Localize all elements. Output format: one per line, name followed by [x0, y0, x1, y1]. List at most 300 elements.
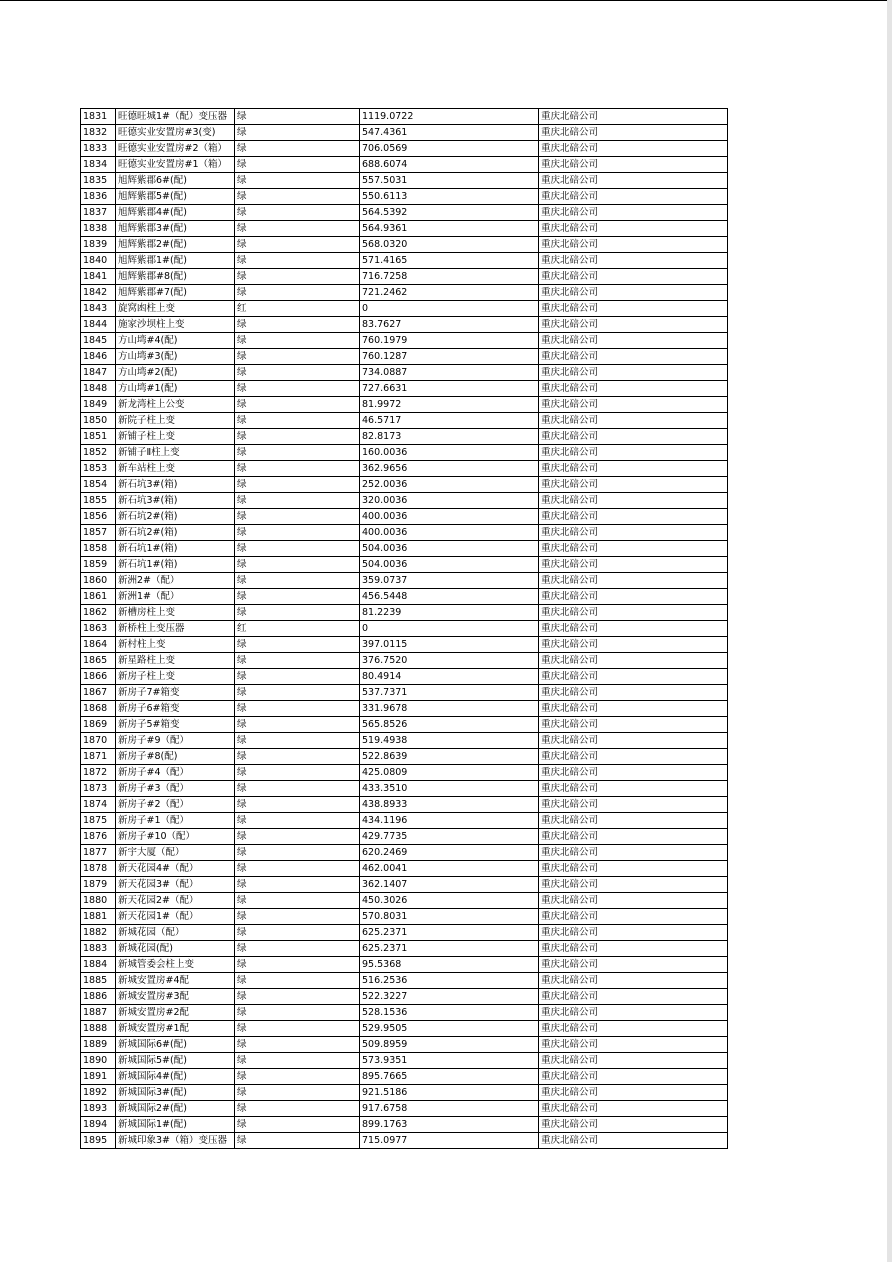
- value-cell: 397.0115: [360, 637, 539, 653]
- table-row: [81, 605, 728, 621]
- table-row: [81, 125, 728, 141]
- company-cell: 重庆北碚公司: [539, 477, 728, 493]
- company-cell: 重庆北碚公司: [539, 909, 728, 925]
- value-cell: 450.3026: [360, 893, 539, 909]
- transformer-name-cell: 旭辉紫郡#8(配): [116, 269, 235, 285]
- status-cell: 绿: [235, 893, 360, 909]
- row-index-cell: 1848: [81, 381, 116, 397]
- row-index-cell: 1868: [81, 701, 116, 717]
- company-cell: 重庆北碚公司: [539, 125, 728, 141]
- status-cell: 绿: [235, 333, 360, 349]
- company-cell: 重庆北碚公司: [539, 237, 728, 253]
- table-row: [81, 1085, 728, 1101]
- company-cell: 重庆北碚公司: [539, 861, 728, 877]
- value-cell: 522.8639: [360, 749, 539, 765]
- row-index-cell: 1849: [81, 397, 116, 413]
- status-cell: 绿: [235, 189, 360, 205]
- value-cell: 0: [360, 621, 539, 637]
- value-cell: 547.4361: [360, 125, 539, 141]
- status-cell: 绿: [235, 589, 360, 605]
- row-index-cell: 1863: [81, 621, 116, 637]
- table-row: [81, 573, 728, 589]
- company-cell: 重庆北碚公司: [539, 733, 728, 749]
- table-row: [81, 205, 728, 221]
- table-row: [81, 637, 728, 653]
- status-cell: 绿: [235, 669, 360, 685]
- value-cell: 362.9656: [360, 461, 539, 477]
- status-cell: 绿: [235, 605, 360, 621]
- value-cell: 565.8526: [360, 717, 539, 733]
- company-cell: 重庆北碚公司: [539, 1117, 728, 1133]
- status-cell: 绿: [235, 253, 360, 269]
- value-cell: 0: [360, 301, 539, 317]
- company-cell: 重庆北碚公司: [539, 349, 728, 365]
- status-cell: 绿: [235, 797, 360, 813]
- company-cell: 重庆北碚公司: [539, 941, 728, 957]
- value-cell: 620.2469: [360, 845, 539, 861]
- row-index-cell: 1853: [81, 461, 116, 477]
- transformer-name-cell: 新天花园2#（配）: [116, 893, 235, 909]
- transformer-name-cell: 新房子柱上变: [116, 669, 235, 685]
- table-row: [81, 829, 728, 845]
- table-row: [81, 493, 728, 509]
- transformer-name-cell: 新宇大厦（配）: [116, 845, 235, 861]
- status-cell: 绿: [235, 205, 360, 221]
- status-cell: 绿: [235, 157, 360, 173]
- company-cell: 重庆北碚公司: [539, 157, 728, 173]
- row-index-cell: 1885: [81, 973, 116, 989]
- status-cell: 绿: [235, 685, 360, 701]
- status-cell: 绿: [235, 541, 360, 557]
- value-cell: 899.1763: [360, 1117, 539, 1133]
- table-row: [81, 957, 728, 973]
- status-cell: 绿: [235, 637, 360, 653]
- table-row: [81, 301, 728, 317]
- table-row: [81, 669, 728, 685]
- status-cell: 绿: [235, 749, 360, 765]
- row-index-cell: 1851: [81, 429, 116, 445]
- company-cell: 重庆北碚公司: [539, 525, 728, 541]
- value-cell: 46.5717: [360, 413, 539, 429]
- table-row: [81, 1101, 728, 1117]
- row-index-cell: 1859: [81, 557, 116, 573]
- value-cell: 425.0809: [360, 765, 539, 781]
- transformer-name-cell: 施家沙坝柱上变: [116, 317, 235, 333]
- transformer-name-cell: 旭辉紫郡4#(配): [116, 205, 235, 221]
- transformer-name-cell: 新房子#10（配）: [116, 829, 235, 845]
- row-index-cell: 1871: [81, 749, 116, 765]
- row-index-cell: 1893: [81, 1101, 116, 1117]
- value-cell: 252.0036: [360, 477, 539, 493]
- status-cell: 绿: [235, 813, 360, 829]
- status-cell: 绿: [235, 365, 360, 381]
- transformer-name-cell: 旭辉紫郡1#(配): [116, 253, 235, 269]
- value-cell: 522.3227: [360, 989, 539, 1005]
- table-row: [81, 621, 728, 637]
- table-row: [81, 845, 728, 861]
- row-index-cell: 1869: [81, 717, 116, 733]
- transformer-name-cell: 旺德实业安置房#1（箱）: [116, 157, 235, 173]
- value-cell: 429.7735: [360, 829, 539, 845]
- value-cell: 564.9361: [360, 221, 539, 237]
- table-row: [81, 429, 728, 445]
- company-cell: 重庆北碚公司: [539, 1005, 728, 1021]
- table-row: [81, 141, 728, 157]
- transformer-name-cell: 旭辉紫郡3#(配): [116, 221, 235, 237]
- page-right-scrollbar[interactable]: [887, 0, 892, 1262]
- transformer-name-cell: 新房子7#箱变: [116, 685, 235, 701]
- transformer-name-cell: 新房子#8(配): [116, 749, 235, 765]
- row-index-cell: 1832: [81, 125, 116, 141]
- value-cell: 571.4165: [360, 253, 539, 269]
- transformer-name-cell: 新房子#3（配）: [116, 781, 235, 797]
- table-row: [81, 925, 728, 941]
- value-cell: 376.7520: [360, 653, 539, 669]
- row-index-cell: 1892: [81, 1085, 116, 1101]
- value-cell: 82.8173: [360, 429, 539, 445]
- value-cell: 80.4914: [360, 669, 539, 685]
- transformer-name-cell: 新石坑3#(箱): [116, 493, 235, 509]
- transformer-name-cell: 新城国际4#(配): [116, 1069, 235, 1085]
- transformer-name-cell: 新铺子柱上变: [116, 429, 235, 445]
- row-index-cell: 1865: [81, 653, 116, 669]
- value-cell: 519.4938: [360, 733, 539, 749]
- company-cell: 重庆北碚公司: [539, 925, 728, 941]
- table-row: [81, 109, 728, 125]
- company-cell: 重庆北碚公司: [539, 845, 728, 861]
- company-cell: 重庆北碚公司: [539, 141, 728, 157]
- status-cell: 绿: [235, 1021, 360, 1037]
- row-index-cell: 1854: [81, 477, 116, 493]
- company-cell: 重庆北碚公司: [539, 589, 728, 605]
- row-index-cell: 1861: [81, 589, 116, 605]
- value-cell: 895.7665: [360, 1069, 539, 1085]
- transformer-name-cell: 新房子#4（配）: [116, 765, 235, 781]
- value-cell: 625.2371: [360, 941, 539, 957]
- company-cell: 重庆北碚公司: [539, 1021, 728, 1037]
- table-row: [81, 413, 728, 429]
- value-cell: 83.7627: [360, 317, 539, 333]
- transformer-name-cell: 新星路柱上变: [116, 653, 235, 669]
- value-cell: 433.3510: [360, 781, 539, 797]
- status-cell: 绿: [235, 493, 360, 509]
- page-top-border: [0, 0, 892, 1]
- table-row: [81, 877, 728, 893]
- row-index-cell: 1866: [81, 669, 116, 685]
- value-cell: 362.1407: [360, 877, 539, 893]
- status-cell: 绿: [235, 717, 360, 733]
- row-index-cell: 1881: [81, 909, 116, 925]
- table-row: [81, 1069, 728, 1085]
- value-cell: 557.5031: [360, 173, 539, 189]
- company-cell: 重庆北碚公司: [539, 413, 728, 429]
- company-cell: 重庆北碚公司: [539, 717, 728, 733]
- value-cell: 331.9678: [360, 701, 539, 717]
- company-cell: 重庆北碚公司: [539, 205, 728, 221]
- value-cell: 625.2371: [360, 925, 539, 941]
- status-cell: 绿: [235, 1085, 360, 1101]
- status-cell: 绿: [235, 957, 360, 973]
- table-row: [81, 157, 728, 173]
- status-cell: 绿: [235, 925, 360, 941]
- value-cell: 504.0036: [360, 541, 539, 557]
- company-cell: 重庆北碚公司: [539, 429, 728, 445]
- row-index-cell: 1867: [81, 685, 116, 701]
- status-cell: 绿: [235, 653, 360, 669]
- value-cell: 359.0737: [360, 573, 539, 589]
- row-index-cell: 1880: [81, 893, 116, 909]
- value-cell: 760.1287: [360, 349, 539, 365]
- table-row: [81, 541, 728, 557]
- status-cell: 绿: [235, 877, 360, 893]
- company-cell: 重庆北碚公司: [539, 1069, 728, 1085]
- status-cell: 绿: [235, 1101, 360, 1117]
- transformer-name-cell: 新石坑1#(箱): [116, 541, 235, 557]
- company-cell: 重庆北碚公司: [539, 557, 728, 573]
- status-cell: 红: [235, 301, 360, 317]
- transformer-name-cell: 新城国际3#(配): [116, 1085, 235, 1101]
- transformer-name-cell: 方山塆#3(配): [116, 349, 235, 365]
- value-cell: 516.2536: [360, 973, 539, 989]
- company-cell: 重庆北碚公司: [539, 669, 728, 685]
- transformer-name-cell: 旺德实业安置房#2（箱）: [116, 141, 235, 157]
- row-index-cell: 1843: [81, 301, 116, 317]
- status-cell: 绿: [235, 285, 360, 301]
- company-cell: 重庆北碚公司: [539, 109, 728, 125]
- company-cell: 重庆北碚公司: [539, 381, 728, 397]
- transformer-name-cell: 新城安置房#3配: [116, 989, 235, 1005]
- transformer-name-cell: 新房子6#箱变: [116, 701, 235, 717]
- row-index-cell: 1831: [81, 109, 116, 125]
- transformer-name-cell: 新房子#9（配）: [116, 733, 235, 749]
- company-cell: 重庆北碚公司: [539, 365, 728, 381]
- row-index-cell: 1846: [81, 349, 116, 365]
- status-cell: 绿: [235, 509, 360, 525]
- company-cell: 重庆北碚公司: [539, 653, 728, 669]
- company-cell: 重庆北碚公司: [539, 605, 728, 621]
- table-row: [81, 701, 728, 717]
- status-cell: 绿: [235, 237, 360, 253]
- transformer-name-cell: 新城国际6#(配): [116, 1037, 235, 1053]
- row-index-cell: 1852: [81, 445, 116, 461]
- status-cell: 绿: [235, 861, 360, 877]
- company-cell: 重庆北碚公司: [539, 445, 728, 461]
- status-cell: 绿: [235, 269, 360, 285]
- data-table-body: [81, 109, 728, 1149]
- row-index-cell: 1873: [81, 781, 116, 797]
- status-cell: 绿: [235, 429, 360, 445]
- row-index-cell: 1857: [81, 525, 116, 541]
- row-index-cell: 1879: [81, 877, 116, 893]
- row-index-cell: 1847: [81, 365, 116, 381]
- transformer-name-cell: 新城国际5#(配): [116, 1053, 235, 1069]
- transformer-name-cell: 新城安置房#4配: [116, 973, 235, 989]
- company-cell: 重庆北碚公司: [539, 621, 728, 637]
- row-index-cell: 1862: [81, 605, 116, 621]
- table-row: [81, 461, 728, 477]
- value-cell: 320.0036: [360, 493, 539, 509]
- value-cell: 573.9351: [360, 1053, 539, 1069]
- table-row: [81, 445, 728, 461]
- company-cell: 重庆北碚公司: [539, 973, 728, 989]
- row-index-cell: 1855: [81, 493, 116, 509]
- table-row: [81, 477, 728, 493]
- row-index-cell: 1833: [81, 141, 116, 157]
- row-index-cell: 1882: [81, 925, 116, 941]
- row-index-cell: 1887: [81, 1005, 116, 1021]
- table-row: [81, 765, 728, 781]
- value-cell: 509.8959: [360, 1037, 539, 1053]
- table-row: [81, 509, 728, 525]
- value-cell: 715.0977: [360, 1133, 539, 1149]
- table-row: [81, 333, 728, 349]
- company-cell: 重庆北碚公司: [539, 893, 728, 909]
- status-cell: 绿: [235, 445, 360, 461]
- transformer-name-cell: 新石坑2#(箱): [116, 525, 235, 541]
- table-row: [81, 749, 728, 765]
- table-row: [81, 685, 728, 701]
- row-index-cell: 1884: [81, 957, 116, 973]
- table-row: [81, 397, 728, 413]
- transformer-name-cell: 新洲2#（配）: [116, 573, 235, 589]
- value-cell: 570.8031: [360, 909, 539, 925]
- company-cell: 重庆北碚公司: [539, 253, 728, 269]
- table-row: [81, 381, 728, 397]
- status-cell: 绿: [235, 1069, 360, 1085]
- table-row: [81, 349, 728, 365]
- company-cell: 重庆北碚公司: [539, 701, 728, 717]
- table-row: [81, 813, 728, 829]
- row-index-cell: 1894: [81, 1117, 116, 1133]
- row-index-cell: 1891: [81, 1069, 116, 1085]
- row-index-cell: 1841: [81, 269, 116, 285]
- company-cell: 重庆北碚公司: [539, 269, 728, 285]
- transformer-name-cell: 新车站柱上变: [116, 461, 235, 477]
- table-row: [81, 221, 728, 237]
- table-row: [81, 909, 728, 925]
- row-index-cell: 1850: [81, 413, 116, 429]
- value-cell: 1119.0722: [360, 109, 539, 125]
- table-row: [81, 861, 728, 877]
- transformer-name-cell: 新石坑3#(箱): [116, 477, 235, 493]
- row-index-cell: 1888: [81, 1021, 116, 1037]
- company-cell: 重庆北碚公司: [539, 957, 728, 973]
- table-row: [81, 189, 728, 205]
- company-cell: 重庆北碚公司: [539, 189, 728, 205]
- transformer-name-cell: 新天花园3#（配）: [116, 877, 235, 893]
- status-cell: 绿: [235, 173, 360, 189]
- row-index-cell: 1883: [81, 941, 116, 957]
- transformer-name-cell: 新房子#1（配）: [116, 813, 235, 829]
- value-cell: 734.0887: [360, 365, 539, 381]
- company-cell: 重庆北碚公司: [539, 1037, 728, 1053]
- transformer-name-cell: 旺德旺城1#（配）变压器: [116, 109, 235, 125]
- company-cell: 重庆北碚公司: [539, 1101, 728, 1117]
- status-cell: 红: [235, 621, 360, 637]
- transformer-name-cell: 方山塆#4(配): [116, 333, 235, 349]
- value-cell: 921.5186: [360, 1085, 539, 1101]
- status-cell: 绿: [235, 141, 360, 157]
- row-index-cell: 1837: [81, 205, 116, 221]
- transformer-name-cell: 新石坑1#(箱): [116, 557, 235, 573]
- row-index-cell: 1840: [81, 253, 116, 269]
- company-cell: 重庆北碚公司: [539, 829, 728, 845]
- status-cell: 绿: [235, 381, 360, 397]
- row-index-cell: 1890: [81, 1053, 116, 1069]
- table-row: [81, 173, 728, 189]
- value-cell: 537.7371: [360, 685, 539, 701]
- company-cell: 重庆北碚公司: [539, 749, 728, 765]
- row-index-cell: 1845: [81, 333, 116, 349]
- company-cell: 重庆北碚公司: [539, 221, 728, 237]
- row-index-cell: 1858: [81, 541, 116, 557]
- value-cell: 721.2462: [360, 285, 539, 301]
- status-cell: 绿: [235, 989, 360, 1005]
- row-index-cell: 1886: [81, 989, 116, 1005]
- value-cell: 727.6631: [360, 381, 539, 397]
- table-row: [81, 1021, 728, 1037]
- transformer-name-cell: 新城国际1#(配): [116, 1117, 235, 1133]
- value-cell: 528.1536: [360, 1005, 539, 1021]
- value-cell: 550.6113: [360, 189, 539, 205]
- value-cell: 400.0036: [360, 509, 539, 525]
- table-row: [81, 1037, 728, 1053]
- row-index-cell: 1860: [81, 573, 116, 589]
- data-table: [80, 108, 728, 1149]
- status-cell: 绿: [235, 765, 360, 781]
- value-cell: 456.5448: [360, 589, 539, 605]
- company-cell: 重庆北碚公司: [539, 573, 728, 589]
- value-cell: 160.0036: [360, 445, 539, 461]
- table-row: [81, 733, 728, 749]
- row-index-cell: 1835: [81, 173, 116, 189]
- table-row: [81, 525, 728, 541]
- status-cell: 绿: [235, 109, 360, 125]
- transformer-name-cell: 新房子#2（配）: [116, 797, 235, 813]
- table-row: [81, 317, 728, 333]
- transformer-name-cell: 新城安置房#2配: [116, 1005, 235, 1021]
- table-row: [81, 557, 728, 573]
- status-cell: 绿: [235, 557, 360, 573]
- status-cell: 绿: [235, 461, 360, 477]
- transformer-name-cell: 新城国际2#(配): [116, 1101, 235, 1117]
- row-index-cell: 1878: [81, 861, 116, 877]
- company-cell: 重庆北碚公司: [539, 813, 728, 829]
- row-index-cell: 1864: [81, 637, 116, 653]
- status-cell: 绿: [235, 349, 360, 365]
- company-cell: 重庆北碚公司: [539, 781, 728, 797]
- status-cell: 绿: [235, 573, 360, 589]
- company-cell: 重庆北碚公司: [539, 493, 728, 509]
- transformer-name-cell: 旭辉紫郡6#(配): [116, 173, 235, 189]
- transformer-name-cell: 新石坑2#(箱): [116, 509, 235, 525]
- table-row: [81, 253, 728, 269]
- row-index-cell: 1856: [81, 509, 116, 525]
- table-row: [81, 589, 728, 605]
- value-cell: 529.9505: [360, 1021, 539, 1037]
- value-cell: 716.7258: [360, 269, 539, 285]
- table-row: [81, 989, 728, 1005]
- table-row: [81, 365, 728, 381]
- value-cell: 688.6074: [360, 157, 539, 173]
- row-index-cell: 1889: [81, 1037, 116, 1053]
- transformer-name-cell: 新天花园4#（配）: [116, 861, 235, 877]
- row-index-cell: 1895: [81, 1133, 116, 1149]
- status-cell: 绿: [235, 781, 360, 797]
- row-index-cell: 1842: [81, 285, 116, 301]
- company-cell: 重庆北碚公司: [539, 797, 728, 813]
- status-cell: 绿: [235, 397, 360, 413]
